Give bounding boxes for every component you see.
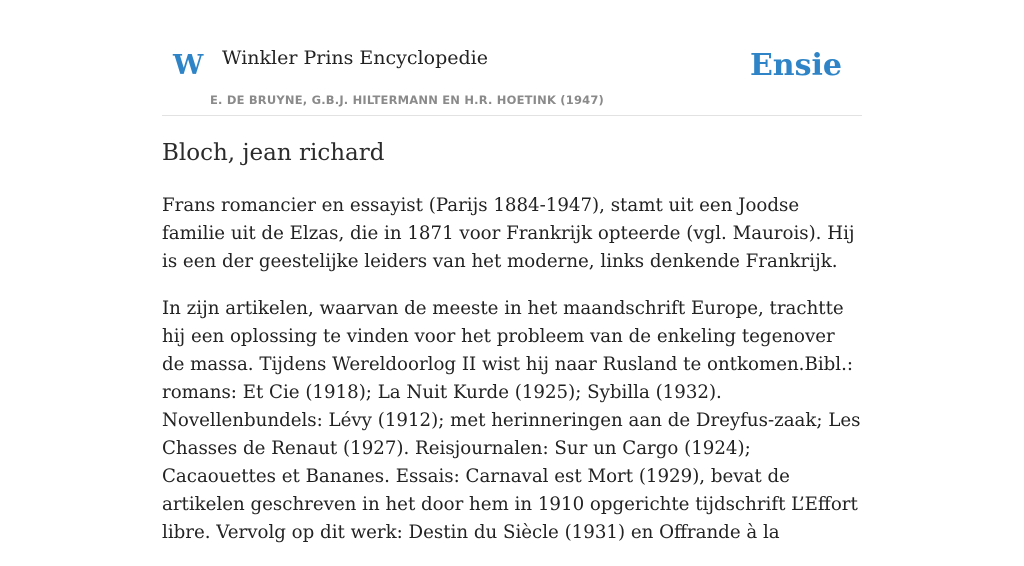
winkler-prins-logo-icon[interactable]: W [173,50,204,81]
page-title: Bloch, jean richard [162,140,385,166]
source-title-link[interactable]: Winkler Prins Encyclopedie [222,47,488,69]
article-body [162,192,862,566]
ensie-brand-logo[interactable]: Ensie [749,48,842,83]
article-page [162,0,862,543]
source-header [162,0,862,116]
article-paragraph: In zijn artikelen, waarvan de meeste in het maandschrift Europe, trachtte hij een oplossing te vinden voor het probleem van de enkeling tegenover de massa. Tijdens Wereldoorlog II wist hij naar Rusland te ontkomen.Bibl.: romans: Et Cie (1918); La Nuit Kurde (1925); Sybilla (1932). Novellenbundels: Lévy (1912); met herinneringen aan de Dreyfus-zaak; Les Chasses de Renaut (1927). Reisjournalen: Sur un Cargo (1924); Cacaouettes et Bananes. Essais: Carnaval est Mort (1929), bevat de artikelen geschreven in het door hem in 1910 opgerichte tijdschrift L’Effort libre. Vervolg op dit werk: Destin du Siècle (1931) en Offrande à la [162,298,861,543]
article-paragraph: Frans romancier en essayist (Parijs 1884-1947), stamt uit een Joodse familie uit de Elzas, die in 1871 voor Frankrijk opteerde (vgl. Maurois). Hij is een der geestelijke leiders van het moderne, links denkende Frankrijk. [162,195,855,272]
source-authors: E. DE BRUYNE, G.B.J. HILTERMANN EN H.R. HOETINK (1947) [210,93,605,107]
